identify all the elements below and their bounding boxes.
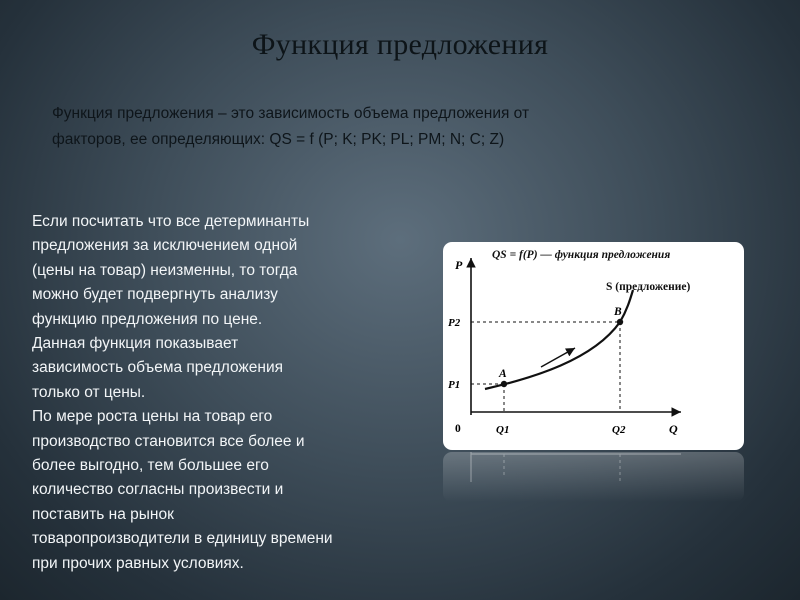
body-line: По мере роста цены на товар его: [32, 408, 273, 426]
origin-label: 0: [455, 423, 461, 435]
body-line: товаропроизводители в единицу времени: [32, 530, 333, 548]
body-line: функцию предложения по цене.: [32, 310, 263, 328]
curve-label: S (предложение): [606, 281, 691, 293]
body-line: Данная функция показывает: [32, 335, 239, 353]
point-b-label: B: [614, 306, 622, 318]
reflection-svg: [443, 452, 744, 502]
q2-label: Q2: [612, 424, 626, 436]
point-a: [501, 381, 507, 387]
point-a-label: A: [499, 368, 507, 380]
body-line: производство становится все более и: [32, 432, 305, 450]
y-axis-label: P: [455, 258, 463, 272]
body-line: более выгодно, тем большее его: [32, 457, 269, 475]
body-line: поставить на рынок: [32, 505, 174, 523]
point-b: [617, 319, 623, 325]
p2-label: P2: [448, 317, 461, 329]
slide-title: Функция предложения: [251, 28, 549, 61]
q1-label: Q1: [496, 424, 510, 436]
supply-diagram: [443, 242, 744, 450]
intro-line-1: Функция предложения – это зависимость объема предложения от: [52, 105, 530, 122]
movement-arrow: [541, 348, 575, 367]
body-line: Если посчитать что все детерминанты: [32, 213, 310, 230]
formula-label: QS = f(P) — функция предложения: [492, 249, 671, 261]
body-line: только от цены.: [32, 383, 146, 401]
body-text: [32, 210, 432, 576]
p1-label: P1: [448, 379, 461, 391]
body-line: при прочих равных условиях.: [32, 554, 244, 572]
body-line: количество согласны произвести и: [32, 481, 284, 499]
intro-line-2: факторов, ее определяющих: QS = f (P; K; PK; PL; PM; N; C; Z): [52, 131, 505, 148]
body-line: можно будет подвергнуть анализу: [32, 286, 278, 304]
intro-text: [52, 101, 692, 153]
body-line: зависимость объема предложения: [32, 359, 284, 377]
supply-curve: [485, 290, 633, 389]
supply-diagram-card: [443, 242, 744, 450]
x-axis-label: Q: [669, 422, 678, 436]
diagram-reflection: [443, 452, 744, 502]
body-line: предложения за исключением одной: [32, 237, 298, 255]
body-line: (цены на товар) неизменны, то тогда: [32, 261, 298, 279]
